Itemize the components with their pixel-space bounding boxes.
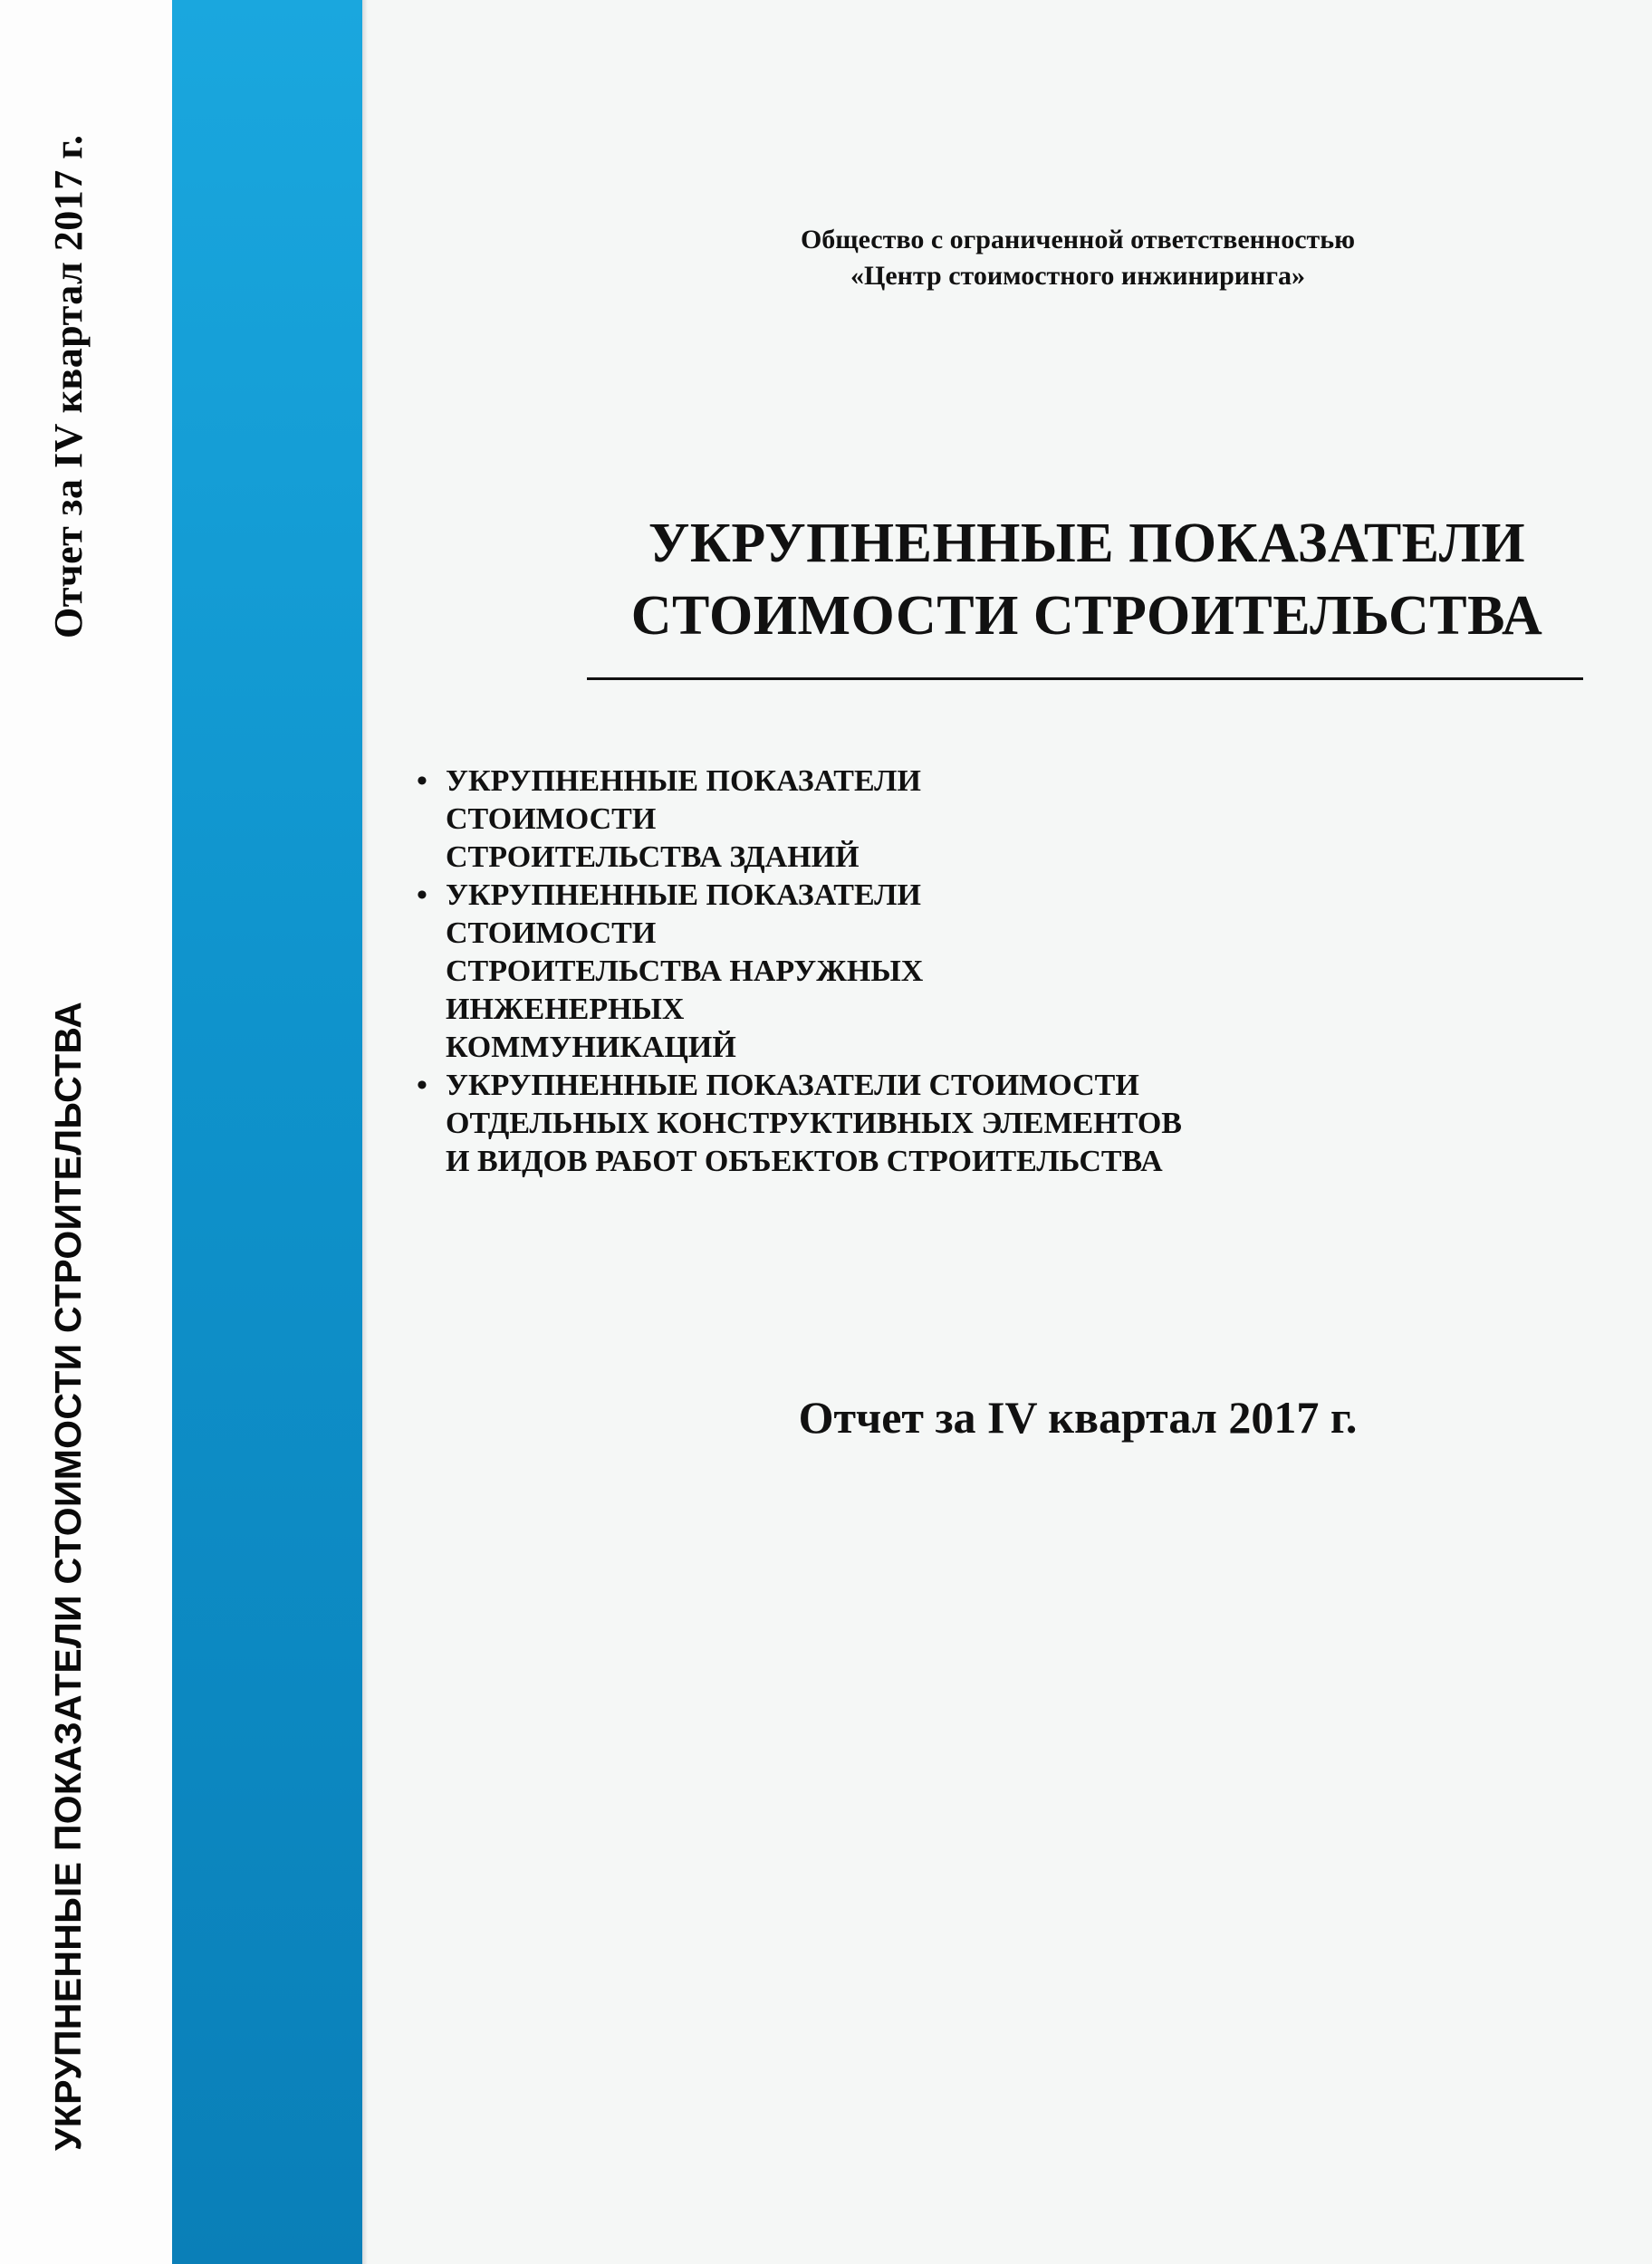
spine-title-label: УКРУПНЕННЫЕ ПОКАЗАТЕЛИ СТОИМОСТИ СТРОИТЕЛЬСТВА — [47, 1001, 89, 2151]
contents-list — [415, 763, 1592, 1181]
contents-line: СТОИМОСТИ — [446, 802, 657, 836]
title-line-1: УКРУПНЕННЫЕ ПОКАЗАТЕЛИ — [648, 513, 1526, 574]
contents-line: ОТДЕЛЬНЫХ КОНСТРУКТИВНЫХ ЭЛЕМЕНТОВ — [446, 1107, 1182, 1140]
contents-line: КОММУНИКАЦИЙ — [446, 1031, 736, 1064]
title-divider — [587, 677, 1583, 680]
contents-line: • УКРУПНЕННЫЕ ПОКАЗАТЕЛИ — [446, 878, 921, 912]
contents-line: • УКРУПНЕННЫЕ ПОКАЗАТЕЛИ — [446, 764, 921, 798]
spine-report-label: Отчет за IV квартал 2017 г. — [46, 134, 91, 638]
contents-line: И ВИДОВ РАБОТ ОБЪЕКТОВ СТРОИТЕЛЬСТВА — [446, 1145, 1163, 1178]
contents-line: СТРОИТЕЛЬСТВА НАРУЖНЫХ — [446, 955, 924, 988]
title-line-2: СТОИМОСТИ СТРОИТЕЛЬСТВА — [630, 585, 1543, 647]
document-title — [543, 507, 1630, 652]
contents-line: • УКРУПНЕННЫЕ ПОКАЗАТЕЛИ СТОИМОСТИ — [446, 1069, 1139, 1102]
contents-line: СТРОИТЕЛЬСТВА ЗДАНИЙ — [446, 840, 860, 874]
contents-line: СТОИМОСТИ — [446, 916, 657, 950]
contents-line: ИНЖЕНЕРНЫХ — [446, 993, 685, 1026]
organization-name — [580, 222, 1576, 294]
report-period: Отчет за IV квартал 2017 г. — [798, 1392, 1358, 1443]
blue-decorative-band — [172, 0, 362, 2264]
band-edge-shadow — [362, 0, 368, 2264]
contents-item-structural-elements — [415, 1067, 1592, 1181]
contents-item-engineering-networks — [415, 877, 1592, 1067]
contents-item-buildings — [415, 763, 1592, 877]
organization-line-2: «Центр стоимостного инжиниринга» — [850, 261, 1305, 291]
organization-line-1: Общество с ограниченной ответственностью — [800, 225, 1356, 254]
